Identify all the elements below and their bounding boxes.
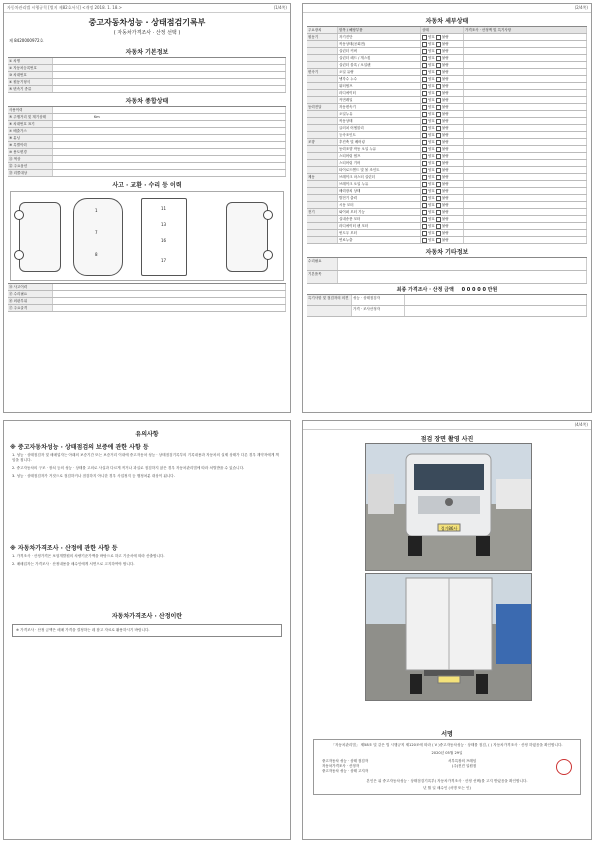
table-row: ① 차명 xyxy=(8,58,286,65)
state-cell: 양호 불량 xyxy=(421,146,464,152)
item-label: 동력조향 작동 오일 누유 xyxy=(338,146,421,152)
state-cell: 양호 불량 xyxy=(421,216,464,222)
section-accident-history: 사고 · 교환 · 수리 등 이력 xyxy=(112,182,182,189)
state-cell: 양호 불량 xyxy=(421,125,464,131)
wheel-icon xyxy=(14,210,24,220)
table-row xyxy=(307,202,587,209)
table-row xyxy=(307,153,587,160)
state-cell: 양호 불량 xyxy=(421,69,464,75)
item-label: 실린더 블록 / 오일팬 xyxy=(338,62,421,68)
item-label: 오일 유량 xyxy=(338,69,421,75)
item-label: 작동상태 xyxy=(338,118,421,124)
table-row: 기본품목 xyxy=(307,271,587,284)
table-row: ⑪ 색상 xyxy=(8,156,286,163)
seal-stamp-icon xyxy=(556,759,572,775)
item-label: 실내송풍 모터 xyxy=(338,216,421,222)
table-row xyxy=(307,188,587,195)
group-label xyxy=(307,230,338,236)
signer-name: (주)진진 일원점 xyxy=(452,764,477,768)
notice-heading-2: ※ 자동차가격조사 · 산정에 관한 사항 등 xyxy=(10,545,118,552)
item-label: 커먼레일 xyxy=(338,97,421,103)
table-row xyxy=(307,118,587,125)
state-cell: 양호 불량 xyxy=(421,34,464,40)
table-row: ⑦ 배출가스 xyxy=(8,128,286,135)
group-label: 변속기 xyxy=(307,69,338,75)
table-row: ⑭ 사고이력 xyxy=(8,284,286,291)
item-label: 자동변속기 xyxy=(338,104,421,110)
table-row xyxy=(307,237,587,244)
state-cell: 양호 불량 xyxy=(421,237,464,243)
table-row: ⑤ 주행거리 및 계기상태 Km xyxy=(8,114,286,121)
page-number: (1/4쪽) xyxy=(273,5,287,10)
table-row xyxy=(307,174,587,181)
table-row xyxy=(307,167,587,174)
section-detail-status: 자동차 세부상태 xyxy=(425,18,469,25)
table-row: ③ 차대번호 xyxy=(8,72,286,79)
table-row: ⑧ 튜닝 xyxy=(8,135,286,142)
truck-front-image xyxy=(366,444,531,570)
state-cell: 양호 불량 xyxy=(421,160,464,166)
photo-title: 점검 장면 촬영 사진 xyxy=(420,436,474,443)
item-label: 발전기 출력 xyxy=(338,195,421,201)
table-row xyxy=(307,55,587,62)
page-4 xyxy=(302,420,592,840)
truck-rear-photo xyxy=(365,573,532,701)
table-row xyxy=(307,125,587,132)
car-top-view xyxy=(73,198,123,276)
item-label: 와이퍼 모터 기능 xyxy=(338,209,421,215)
item-label: 배력장치 상태 xyxy=(338,188,421,194)
table-row: ⑨ 특별이력 xyxy=(8,142,286,149)
sign-box: 「자동차관리법」 제58조 및 같은 법 시행규칙 제120조에 따라 ( V )중고자동차성능 · 상태를 점검, ( ) 자동차가격조사 · 산정 하였음을 확인합니다. 2020년 05월 29일 중고자동차 성능 · 상태 점검자 자동차가격조사 · 산정자 중고자동차 성능 · 상태 고지자 서부특장의 프레임 (주)진진 일원점 본인은 위 중고자동차성능 · 상태점검기록부( 자동차가격조사 · 산정 선택)를 고지 받았음을 확인합니다. 년 월 일 매수인 (서명 또는 인) xyxy=(313,739,581,795)
group-label xyxy=(307,90,338,96)
table-row: 가격 · 조사산정자 xyxy=(307,306,587,317)
table-row xyxy=(307,209,587,216)
section-overall-status: 자동차 종합상태 xyxy=(125,98,169,105)
page-3 xyxy=(3,420,291,840)
table-row xyxy=(307,111,587,118)
signer-name: 서부특장의 프레임 xyxy=(447,759,477,763)
group-label xyxy=(307,188,338,194)
table-row xyxy=(307,34,587,41)
table-row: ⑯ 외판부위 xyxy=(8,298,286,305)
table-row xyxy=(307,69,587,76)
notice-paragraph: 2. 중고자동차의 구조 · 장치 등의 성능 · 상태를 고의로 사실과 다르게 적거나 과실로 점검하지 않은 경우 자동차관리법에 따라 처벌받을 수 있습니다. xyxy=(12,466,245,470)
table-row xyxy=(307,195,587,202)
item-label: 자기진단 xyxy=(338,34,421,40)
group-label xyxy=(307,237,338,243)
notice-paragraph: 2. 매매업자는 가격조사 · 산정내용을 매수인에게 서면으로 고지하여야 합니다. xyxy=(12,562,135,566)
group-label xyxy=(307,118,338,124)
table-row xyxy=(307,48,587,55)
group-label xyxy=(307,153,338,159)
group-label xyxy=(307,97,338,103)
item-label: 라디에이터 팬 모터 xyxy=(338,223,421,229)
state-cell: 양호 불량 xyxy=(421,181,464,187)
page-title: 중고자동차성능 · 상태점검기록부 xyxy=(88,18,206,27)
signature-table xyxy=(307,294,587,317)
state-cell: 양호 불량 xyxy=(421,55,464,61)
wheel-icon xyxy=(263,250,273,260)
group-label xyxy=(307,167,338,173)
page-2-header: (2/4쪽) xyxy=(303,4,591,13)
item-label: 추진축 및 베어링 xyxy=(338,139,421,145)
item-label: 시동 모터 xyxy=(338,202,421,208)
state-cell: 양호 불량 xyxy=(421,62,464,68)
item-label: 윈도우 모터 xyxy=(338,230,421,236)
table-row: ⑤ 변속기 종류 xyxy=(8,86,286,93)
detail-rows xyxy=(307,34,587,244)
item-label: 오일누유 xyxy=(338,111,421,117)
item-label: 등속조인트 xyxy=(338,132,421,138)
table-header-row: 주요장치 항목 / 해당부품 상태 가격조사 · 산정액 및 특기사항 xyxy=(307,27,587,34)
state-cell: 양호 불량 xyxy=(421,104,464,110)
page-2 xyxy=(302,3,592,413)
group-label xyxy=(307,195,338,201)
group-label xyxy=(307,41,338,47)
plate-text: 경기86사 xyxy=(440,526,458,531)
item-label: 연료누출 xyxy=(338,237,421,243)
state-cell: 양호 불량 xyxy=(421,223,464,229)
buyer-confirm-text: 본인은 위 중고자동차성능 · 상태점검기록부( 자동차가격조사 · 산정 선택)를 고지 받았음을 확인합니다. xyxy=(366,779,528,783)
mileage-unit: Km xyxy=(94,115,100,119)
table-row xyxy=(307,97,587,104)
group-label xyxy=(307,111,338,117)
table-row: ② 자동차등록번호 xyxy=(8,65,286,72)
table-row: ⑬ 리콜대상 xyxy=(8,170,286,177)
table-row xyxy=(307,160,587,167)
table-row xyxy=(307,62,587,69)
state-cell: 양호 불량 xyxy=(421,83,464,89)
table-row xyxy=(307,90,587,97)
group-label xyxy=(307,83,338,89)
section-etc-info: 자동차 기타정보 xyxy=(425,249,469,256)
truck-front-photo xyxy=(365,443,532,571)
table-row: 사용이력 xyxy=(8,107,286,114)
document-number: 제 8420000972호 xyxy=(9,38,44,43)
table-row xyxy=(307,216,587,223)
table-row: ⑰ 주요골격 xyxy=(8,305,286,312)
item-label: 클러치 어셈블리 xyxy=(338,125,421,131)
etc-table xyxy=(307,257,587,284)
item-label: 브레이크 마스터 실린더 xyxy=(338,174,421,180)
truck-rear-image xyxy=(366,574,531,700)
table-row xyxy=(307,83,587,90)
group-label: 전기 xyxy=(307,209,338,215)
table-row: ⑩ 용도변경 xyxy=(8,149,286,156)
group-label: 원동기 xyxy=(307,34,338,40)
item-label: 스티어링 펌프 xyxy=(338,153,421,159)
state-cell: 양호 불량 xyxy=(421,167,464,173)
state-cell: 양호 불량 xyxy=(421,41,464,47)
vehicle-diagram: 1 7 8 11 13 16 17 xyxy=(10,191,284,281)
state-cell: 양호 불량 xyxy=(421,202,464,208)
state-cell: 양호 불량 xyxy=(421,48,464,54)
page-1-header xyxy=(4,4,290,13)
notice-paragraph: 3. 성능 · 상태점검자가 거짓으로 점검하거나 점검하지 아니한 경우 사업정지 등 행정처분 대상이 됩니다. xyxy=(12,474,175,478)
table-row xyxy=(307,230,587,237)
final-amount-label: 최종 가격조사 · 산정 금액 xyxy=(396,287,454,293)
table-row xyxy=(307,76,587,83)
table-row: ④ 원동기형식 xyxy=(8,79,286,86)
state-cell: 양호 불량 xyxy=(421,90,464,96)
page-subtitle: ( 자동차가격조사 · 산정 선택 ) xyxy=(113,30,181,36)
group-label xyxy=(307,76,338,82)
notice-title: 유의사항 xyxy=(135,431,159,438)
state-cell: 양호 불량 xyxy=(421,153,464,159)
item-label: 라디에이터 xyxy=(338,90,421,96)
car-side-left xyxy=(19,202,61,272)
group-label xyxy=(307,202,338,208)
table-row: 수리필요 xyxy=(307,258,587,271)
table-row: ⑥ 차대번호 표기 xyxy=(8,121,286,128)
sign-statement: 「자동차관리법」 제58조 및 같은 법 시행규칙 제120조에 따라 ( V )중고자동차성능 · 상태를 점검, ( ) 자동차가격조사 · 산정 하였음을 확인합니다. xyxy=(331,743,563,747)
item-label: 작동상태(공회전) xyxy=(338,41,421,47)
pricing-box: ※ 가격조사 · 산정 금액은 매매 가격을 결정하는 데 참고 자료로 활용하시기 바랍니다. xyxy=(12,624,282,637)
state-cell: 양호 불량 xyxy=(421,97,464,103)
group-label xyxy=(307,160,338,166)
section-basic-info: 자동차 기본정보 xyxy=(125,49,169,56)
buyer-sign-line: 년 월 일 매수인 (서명 또는 인) xyxy=(423,786,471,790)
table-row xyxy=(307,181,587,188)
state-cell: 양호 불량 xyxy=(421,230,464,236)
item-label: 냉각수 누수 xyxy=(338,76,421,82)
final-amount-row xyxy=(303,286,591,293)
item-label: 스티어링 기어 xyxy=(338,160,421,166)
table-row xyxy=(307,223,587,230)
item-label: 타이로드엔드 및 볼 조인트 xyxy=(338,167,421,173)
table-row xyxy=(307,146,587,153)
state-cell: 양호 불량 xyxy=(421,139,464,145)
group-label: 동력전달 xyxy=(307,104,338,110)
table-row xyxy=(307,104,587,111)
item-label: 워터펌프 xyxy=(338,83,421,89)
group-label: 제동 xyxy=(307,174,338,180)
state-cell: 양호 불량 xyxy=(421,118,464,124)
notice-paragraph: 1. 가격조사 · 산정가격은 보험개발원의 차량기준가액을 바탕으로 하고 기준서에 따라 산출합니다. xyxy=(12,554,165,558)
item-label: 실린더 커버 xyxy=(338,48,421,54)
table-row xyxy=(307,41,587,48)
group-label xyxy=(307,62,338,68)
wheel-icon xyxy=(263,210,273,220)
form-reference: 자동차관리법 시행규칙 [별지 제82호서식] <개정 2018. 1. 18.> xyxy=(7,5,122,10)
state-cell: 양호 불량 xyxy=(421,174,464,180)
group-label xyxy=(307,146,338,152)
group-label xyxy=(307,48,338,54)
table-row: ⑮ 수리필요 xyxy=(8,291,286,298)
detail-status-table xyxy=(307,26,587,244)
group-label xyxy=(307,181,338,187)
basic-info-table xyxy=(8,57,286,93)
state-cell: 양호 불량 xyxy=(421,132,464,138)
notice-heading-1: ※ 중고자동차성능 · 상태점검의 보증에 관한 사항 등 xyxy=(10,444,149,451)
accident-table xyxy=(8,283,286,312)
page-4-header: (4/4쪽) xyxy=(303,421,591,430)
final-amount-value: 0 0 0 0 0 만원 xyxy=(461,287,498,293)
state-cell: 양호 불량 xyxy=(421,188,464,194)
state-cell: 양호 불량 xyxy=(421,195,464,201)
table-row xyxy=(307,132,587,139)
group-label xyxy=(307,223,338,229)
state-cell: 양호 불량 xyxy=(421,111,464,117)
sign-title: 서명 xyxy=(441,731,453,738)
notice-paragraph: 1. 성능 · 상태점검자 및 매매업자는 아래의 보증기간 또는 보증거리 이내에 중고자동차 성능 · 상태점검기록부의 기록내용과 자동차의 실제 상태가 다른 경우 계약자에게 책임을 집니다. xyxy=(12,453,279,462)
item-label: 브레이크 오일 누유 xyxy=(338,181,421,187)
pricing-box-title: 자동차가격조사 · 산정이란 xyxy=(111,613,183,620)
table-row xyxy=(307,139,587,146)
item-label: 실린더 헤드 / 개스킷 xyxy=(338,55,421,61)
table-row: ⑫ 주요옵션 xyxy=(8,163,286,170)
sign-date: 2020년 05월 29일 xyxy=(431,751,463,755)
group-label xyxy=(307,132,338,138)
overall-status-table xyxy=(8,106,286,177)
wheel-icon xyxy=(14,250,24,260)
state-cell: 양호 불량 xyxy=(421,76,464,82)
group-label: 조향 xyxy=(307,139,338,145)
car-side-right xyxy=(226,202,268,272)
group-label xyxy=(307,55,338,61)
group-label xyxy=(307,216,338,222)
group-label xyxy=(307,125,338,131)
page-1 xyxy=(3,3,291,413)
state-cell: 양호 불량 xyxy=(421,209,464,215)
table-row: 특기사항 및 점검자의 의견 성능 · 상태점검자 xyxy=(307,295,587,306)
